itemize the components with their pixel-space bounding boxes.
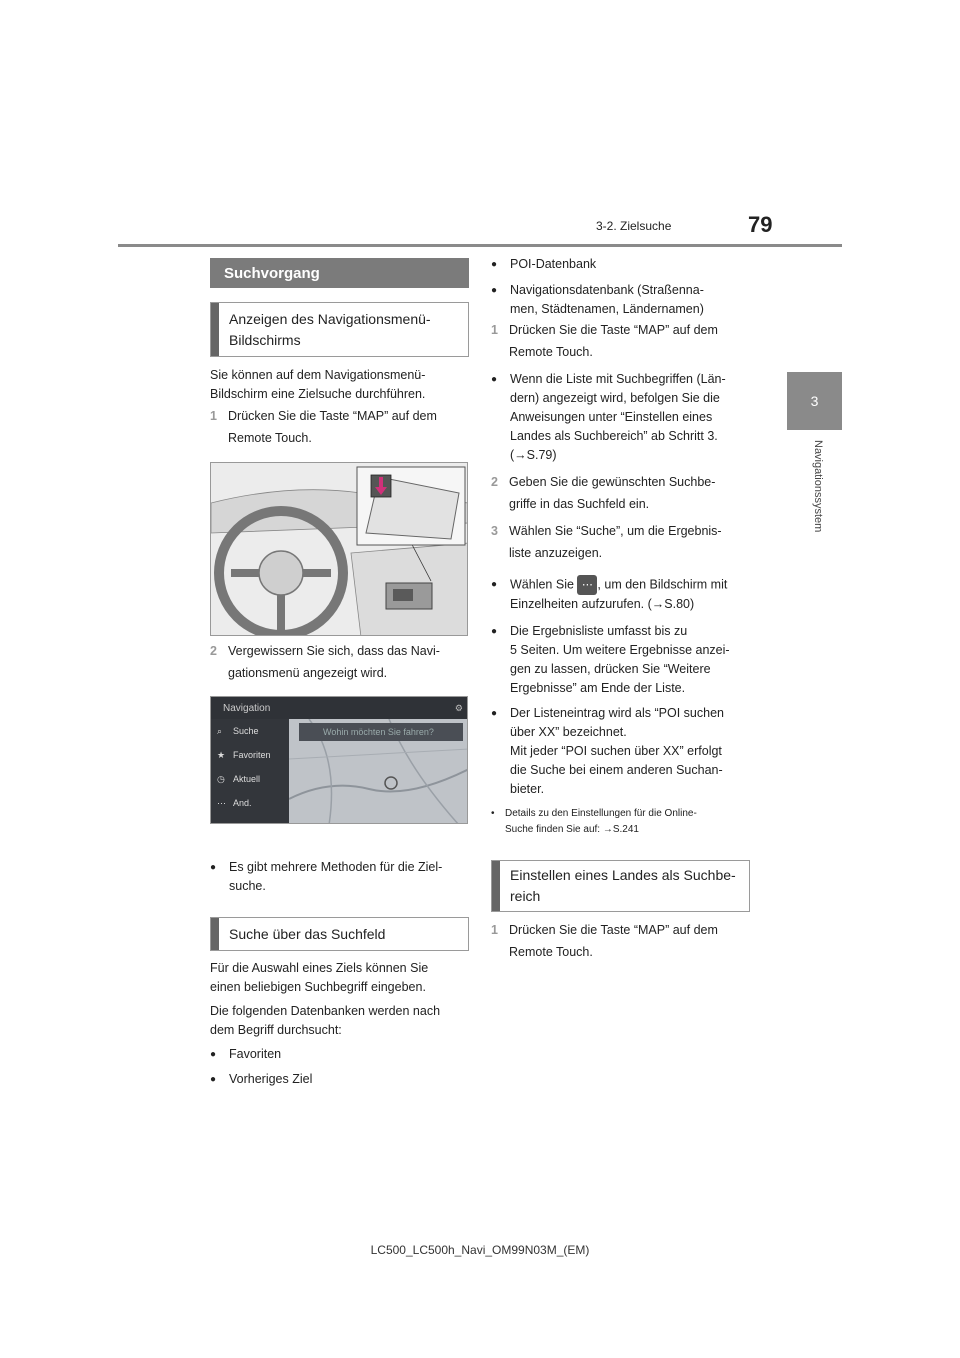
nav-menu-label: Favoriten bbox=[233, 750, 271, 760]
right-step-3 bbox=[491, 520, 751, 564]
bullet-icon: ● bbox=[491, 259, 498, 270]
bullet-icon: ● bbox=[210, 1074, 217, 1085]
db-bullet-poi bbox=[491, 255, 751, 274]
text-line: dern) angezeigt wird, befolgen Sie die bbox=[510, 391, 720, 405]
text-line: Drücken Sie die Taste “MAP” auf dem bbox=[509, 323, 718, 337]
text-line: Drücken Sie die Taste “MAP” auf dem bbox=[509, 923, 718, 937]
text-line: Bildschirm eine Zielsuche durchführen. bbox=[210, 387, 426, 401]
subheading-line: Bildschirms bbox=[229, 331, 301, 348]
chapter-number: 3 bbox=[810, 393, 819, 409]
chapter-title: Navigationssystem bbox=[812, 440, 824, 533]
text-line: einen beliebigen Suchbegriff eingeben. bbox=[210, 980, 426, 994]
step-2 bbox=[210, 640, 470, 684]
text-line: Sie können auf dem Navigationsmenü- bbox=[210, 368, 426, 382]
text-line: Vergewissern Sie sich, dass das Navi- bbox=[228, 644, 440, 658]
nav-title: Navigation bbox=[223, 702, 271, 714]
text-line: Es gibt mehrere Methoden für die Ziel- bbox=[229, 860, 443, 874]
header-rule bbox=[118, 244, 842, 247]
nav-menu-favorites[interactable] bbox=[211, 743, 289, 767]
bullet-methods bbox=[210, 858, 470, 896]
step-number: 2 bbox=[491, 475, 498, 489]
nav-menu-label: And. bbox=[233, 798, 252, 808]
search-icon: ⌕ bbox=[217, 725, 223, 736]
note-online-search bbox=[491, 806, 756, 838]
heading-bar bbox=[211, 918, 219, 950]
text-line: Remote Touch. bbox=[228, 431, 312, 445]
text-line: Details zu den Einstellungen für die Online- bbox=[505, 808, 697, 819]
text-line: Der Listeneintrag wird als “POI suchen bbox=[510, 706, 724, 720]
nav-menu-label: Aktuell bbox=[233, 774, 261, 784]
step-number: 1 bbox=[491, 323, 498, 337]
main-heading-text: Suchvorgang bbox=[224, 264, 320, 282]
car-interior-illustration bbox=[211, 463, 468, 636]
text-line: 5 Seiten. Um weitere Ergebnisse anzei- bbox=[510, 643, 730, 657]
text-line: gen zu lassen, drücken Sie “Weitere bbox=[510, 662, 711, 676]
nav-side-menu bbox=[211, 719, 289, 824]
text-line: griffe in das Suchfeld ein. bbox=[509, 497, 650, 511]
text-line: gationsmenü angezeigt wird. bbox=[228, 666, 388, 680]
nav-menu-label: Suche bbox=[233, 726, 259, 736]
subheading-line: Einstellen eines Landes als Suchbe- bbox=[510, 867, 736, 883]
text-line: Vorheriges Ziel bbox=[229, 1072, 313, 1086]
step-number: 1 bbox=[210, 409, 217, 423]
chapter-tab bbox=[787, 372, 842, 430]
text-line: Landes als Suchbereich” ab Schritt 3. bbox=[510, 429, 718, 443]
bullet-poi-search bbox=[491, 704, 756, 799]
text-line: Remote Touch. bbox=[509, 945, 593, 959]
bullet-result-pages bbox=[491, 622, 756, 698]
paragraph-search-term bbox=[210, 959, 470, 997]
bullet-country-list bbox=[491, 370, 756, 465]
subheading-line: Anzeigen des Navigationsmenü- bbox=[229, 310, 431, 327]
step-number: 3 bbox=[491, 524, 498, 538]
subheading-line: reich bbox=[510, 888, 541, 904]
star-icon: ★ bbox=[217, 749, 226, 760]
nav-menu-search[interactable] bbox=[211, 719, 289, 743]
text-line: Wählen Sie “Suche”, um die Ergebnis- bbox=[509, 524, 722, 538]
heading-bar bbox=[492, 861, 500, 911]
more-options-icon: ⋯ bbox=[577, 575, 597, 595]
text-line: Die folgenden Datenbanken werden nach bbox=[210, 1004, 441, 1018]
text-line: bieter. bbox=[510, 782, 545, 796]
nav-search-field[interactable] bbox=[299, 723, 463, 741]
page-reference-link[interactable]: (→S.79) bbox=[510, 448, 557, 462]
bullet-icon: ● bbox=[491, 285, 498, 296]
text-line: Für die Auswahl eines Ziels können Sie bbox=[210, 961, 429, 975]
bullet-icon: ● bbox=[491, 708, 498, 719]
text-line: Mit jeder “POI suchen über XX” erfolgt bbox=[510, 744, 722, 758]
subheading-nav-menu bbox=[210, 302, 469, 357]
text-line: Einzelheiten aufzurufen. (→S.80) bbox=[510, 597, 695, 611]
text-line: suche. bbox=[229, 879, 266, 893]
right-step-2 bbox=[491, 471, 751, 515]
subheading-country bbox=[491, 860, 750, 912]
step-1 bbox=[210, 405, 470, 449]
db-bullet-favorites bbox=[210, 1045, 470, 1064]
text-line: Anweisungen unter “Einstellen eines bbox=[510, 410, 713, 424]
text-line: Favoriten bbox=[229, 1047, 282, 1061]
section-label: 3-2. Zielsuche bbox=[596, 219, 672, 233]
subheading-search-field bbox=[210, 917, 469, 951]
nav-menu-current[interactable] bbox=[211, 767, 289, 791]
note-bullet-icon: • bbox=[491, 808, 495, 819]
text-line: Die Ergebnisliste umfasst bis zu bbox=[510, 624, 688, 638]
text-line: Ergebnisse” am Ende der Liste. bbox=[510, 681, 686, 695]
right-step-1 bbox=[491, 319, 751, 363]
right-step-country-1 bbox=[491, 919, 751, 963]
bullet-icon: ● bbox=[491, 579, 498, 590]
subheading-text: Suche über das Suchfeld bbox=[229, 925, 386, 942]
more-icon: ⋯ bbox=[217, 797, 226, 808]
nav-search-placeholder: Wohin möchten Sie fahren? bbox=[323, 727, 434, 737]
text-fragment: Wählen Sie bbox=[510, 577, 574, 592]
figure-navigation-screen bbox=[210, 696, 468, 824]
footer-doc-id: LC500_LC500h_Navi_OM99N03M_(EM) bbox=[370, 1243, 590, 1257]
db-bullet-navigation bbox=[491, 281, 751, 319]
text-line: men, Städtenamen, Ländernamen) bbox=[510, 302, 704, 316]
text-line: Navigationsdatenbank (Straßenna- bbox=[510, 283, 704, 297]
text-fragment: , um den Bildschirm mit bbox=[597, 577, 728, 592]
settings-icon: ⚙ bbox=[454, 702, 463, 713]
page-number: 79 bbox=[748, 212, 773, 237]
text-line: dem Begriff durchsucht: bbox=[210, 1023, 342, 1037]
text-line: Geben Sie die gewünschten Suchbe- bbox=[509, 475, 716, 489]
figure-car-interior bbox=[210, 462, 468, 636]
text-line: die Suche bei einem anderen Suchan- bbox=[510, 763, 723, 777]
nav-menu-more[interactable] bbox=[211, 791, 289, 815]
nav-title-bar bbox=[211, 697, 468, 719]
bullet-details-button bbox=[491, 575, 756, 614]
text-line: Drücken Sie die Taste “MAP” auf dem bbox=[228, 409, 437, 423]
text-line: über XX” bezeichnet. bbox=[510, 725, 627, 739]
bullet-icon: ● bbox=[210, 1049, 217, 1060]
bullet-icon: ● bbox=[491, 626, 498, 637]
bullet-icon: ● bbox=[210, 862, 217, 873]
main-heading bbox=[210, 258, 469, 288]
heading-bar bbox=[211, 303, 219, 356]
paragraph-databases bbox=[210, 1002, 470, 1040]
intro-paragraph bbox=[210, 366, 470, 404]
text-line: Wenn die Liste mit Suchbegriffen (Län- bbox=[510, 372, 726, 386]
db-bullet-previous bbox=[210, 1070, 470, 1089]
step-number: 1 bbox=[491, 923, 498, 937]
bullet-icon: ● bbox=[491, 374, 498, 385]
text-line: liste anzuzeigen. bbox=[509, 546, 603, 560]
text-line: Suche finden Sie auf: →S.241 bbox=[505, 824, 639, 835]
text-line: Remote Touch. bbox=[509, 345, 593, 359]
text-line: POI-Datenbank bbox=[510, 257, 597, 271]
step-number: 2 bbox=[210, 644, 217, 658]
clock-icon: ◷ bbox=[217, 773, 225, 784]
